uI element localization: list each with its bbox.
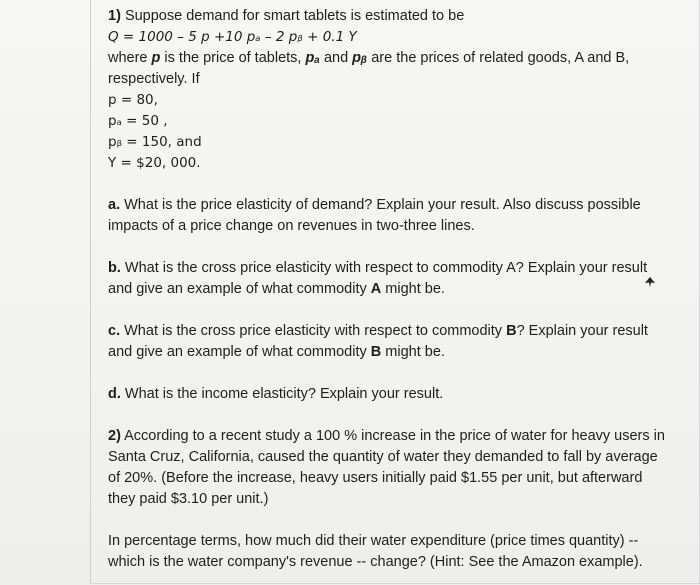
q2-followup-line2: which is the water company's revenue -- change? (Hint: See the Amazon example). [108, 554, 643, 570]
question-a-line2: impacts of a price change on revenues in two-three lines. [108, 218, 475, 234]
q2-line1: 2) According to a recent study a 100 % increase in the price of water for heavy users in [108, 428, 665, 444]
q1-respectively: respectively. If [108, 71, 200, 87]
demand-equation: Q = 1000 – 5 p +10 pₐ – 2 pᵦ + 0.1 Y [108, 29, 357, 45]
question-d: d. What is the income elasticity? Explain your result. [108, 386, 444, 402]
question-b: b. What is the cross price elasticity with respect to commodity A? Explain your result [108, 260, 648, 276]
given-y: Y = $20, 000. [108, 155, 201, 171]
question-b-line2: and give an example of what commodity A might be. [108, 281, 445, 297]
given-p: p = 80, [108, 92, 158, 108]
q2-line4: they paid $3.10 per unit.) [108, 491, 269, 507]
q1-where-line: where p is the price of tablets, pₐ and pᵦ are the prices of related goods, A and B, [108, 50, 630, 66]
mouse-cursor-icon [644, 276, 656, 288]
q2-line2: Santa Cruz, California, caused the quantity of water they demanded to fall by average [108, 449, 658, 465]
q2-followup-line1: In percentage terms, how much did their water expenditure (price times quantity) -- [108, 533, 639, 549]
question-c: c. What is the cross price elasticity with respect to commodity B? Explain your result [108, 323, 648, 339]
given-pb: pᵦ = 150, and [108, 134, 202, 150]
q1-heading: 1) Suppose demand for smart tablets is estimated to be [108, 8, 465, 24]
q2-line3: of 20%. (Before the increase, heavy users initially paid $1.55 per unit, but afterward [108, 470, 643, 486]
question-a: a. What is the price elasticity of demand? Explain your result. Also discuss possible [108, 197, 641, 213]
problem-text [108, 6, 665, 573]
given-pa: pₐ = 50 , [108, 113, 168, 129]
question-c-line2: and give an example of what commodity B might be. [108, 344, 445, 360]
